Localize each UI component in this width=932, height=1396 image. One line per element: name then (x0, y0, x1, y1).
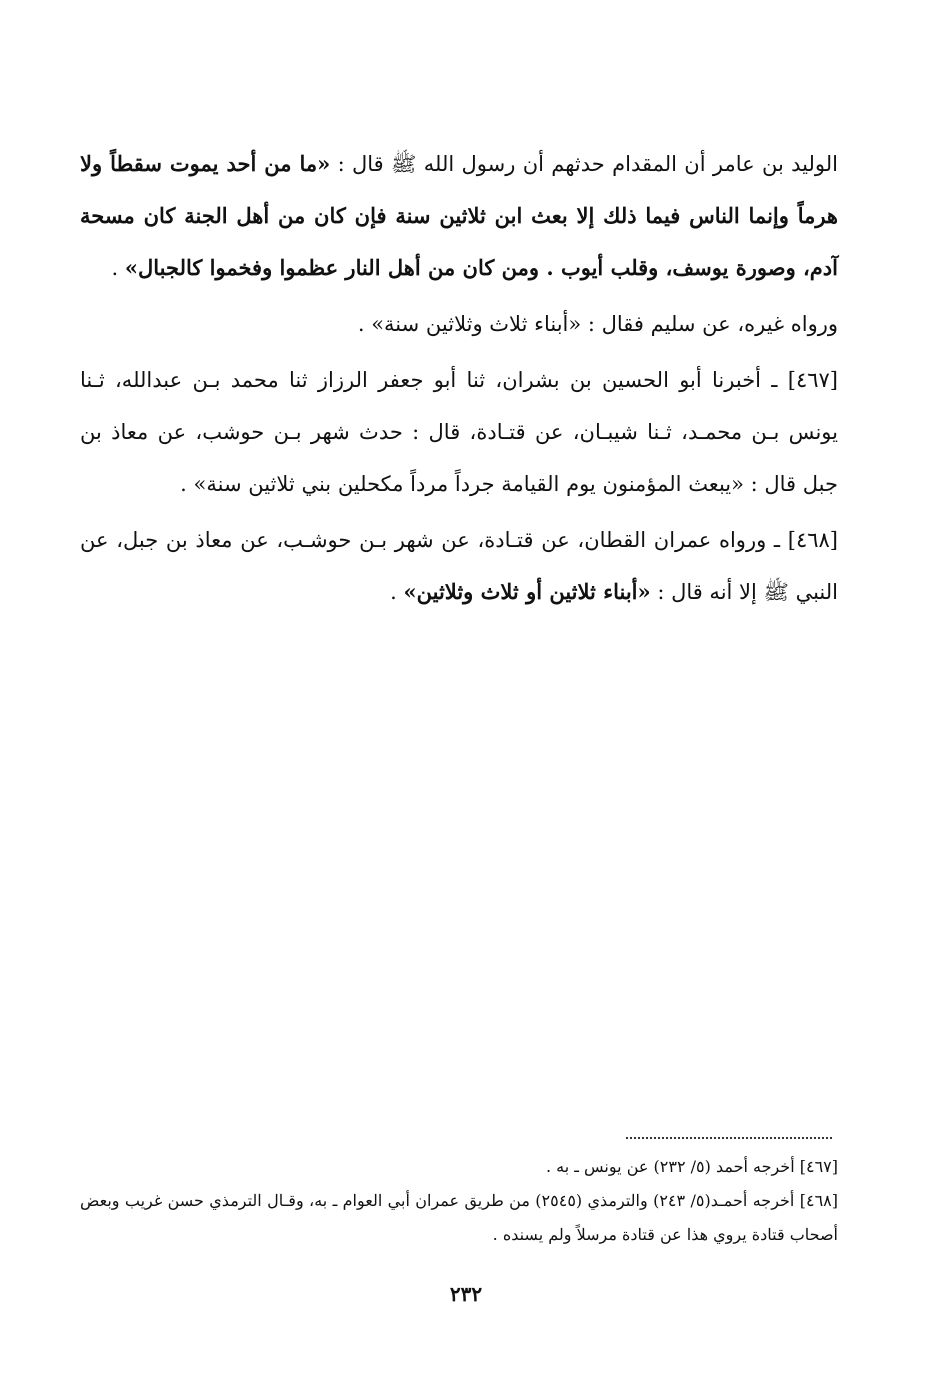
paragraph-end: . (111, 256, 125, 280)
footnote-467: [٤٦٧] أخرجه أحمد (٥/ ٢٣٢) عن يونس ـ به . (545, 1157, 838, 1176)
paragraph-hadith-468 (80, 514, 838, 618)
main-text (80, 138, 838, 622)
paragraph-end: . (390, 580, 404, 604)
footnotes (80, 1150, 838, 1252)
paragraph-intro-text: [٤٦٨] ـ ورواه عمران القطان، عن قتـادة، عن شهر بـن حوشـب، عن معاذ بن جبل، عن النبي ﷺ إلا أنه قال : (80, 528, 838, 604)
hadith-quote: «أبناء ثلاثين أو ثلاث وثلاثين» (403, 579, 651, 604)
paragraph-hadith-467: [٤٦٧] ـ أخبرنا أبو الحسين بن بشران، ثنا أبو جعفر الرزاز ثنا محمد بـن عبدالله، ثـنا يونس بـن محمـد، ثـنا شيبـان، عن قتـادة، قال : حدث شهر بـن حوشب، عن معاذ بن جبل قال : «يبعث المؤمنون يوم القيامة جرداً مرداً مكحلين بني ثلاثين سنة» . (80, 368, 838, 496)
paragraph-other-narration: ورواه غيره، عن سليم فقال : «أبناء ثلاث وثلاثين سنة» . (357, 312, 838, 336)
hadith-quote: «ما من أحد يموت سقطاً ولا هرماً وإنما الناس فيما ذلك إلا بعث ابن ثلاثين سنة فإن كان من أهل الجنة كان مسحة آدم، وصورة يوسف، وقلب أيوب . ومن كان من أهل النار عظموا وفخموا كالجبال» (80, 151, 838, 280)
footnote-separator (626, 1137, 832, 1139)
paragraph-intro-text: الوليد بن عامر أن المقدام حدثهم أن رسول الله ﷺ قال : (330, 152, 838, 176)
page-number: ٢٣٢ (449, 1282, 483, 1306)
paragraph-hadith-intro (80, 138, 838, 294)
footnote-468: [٤٦٨] أخرجه أحمـد(٥/ ٢٤٣) والترمذي (٢٥٤٥) من طريق عمران أبي العوام ـ به، وقـال الترمذي حسن غريب وبعض أصحاب قتادة يروي هذا عن قتادة مرسلاً ولم يسنده . (80, 1191, 838, 1244)
